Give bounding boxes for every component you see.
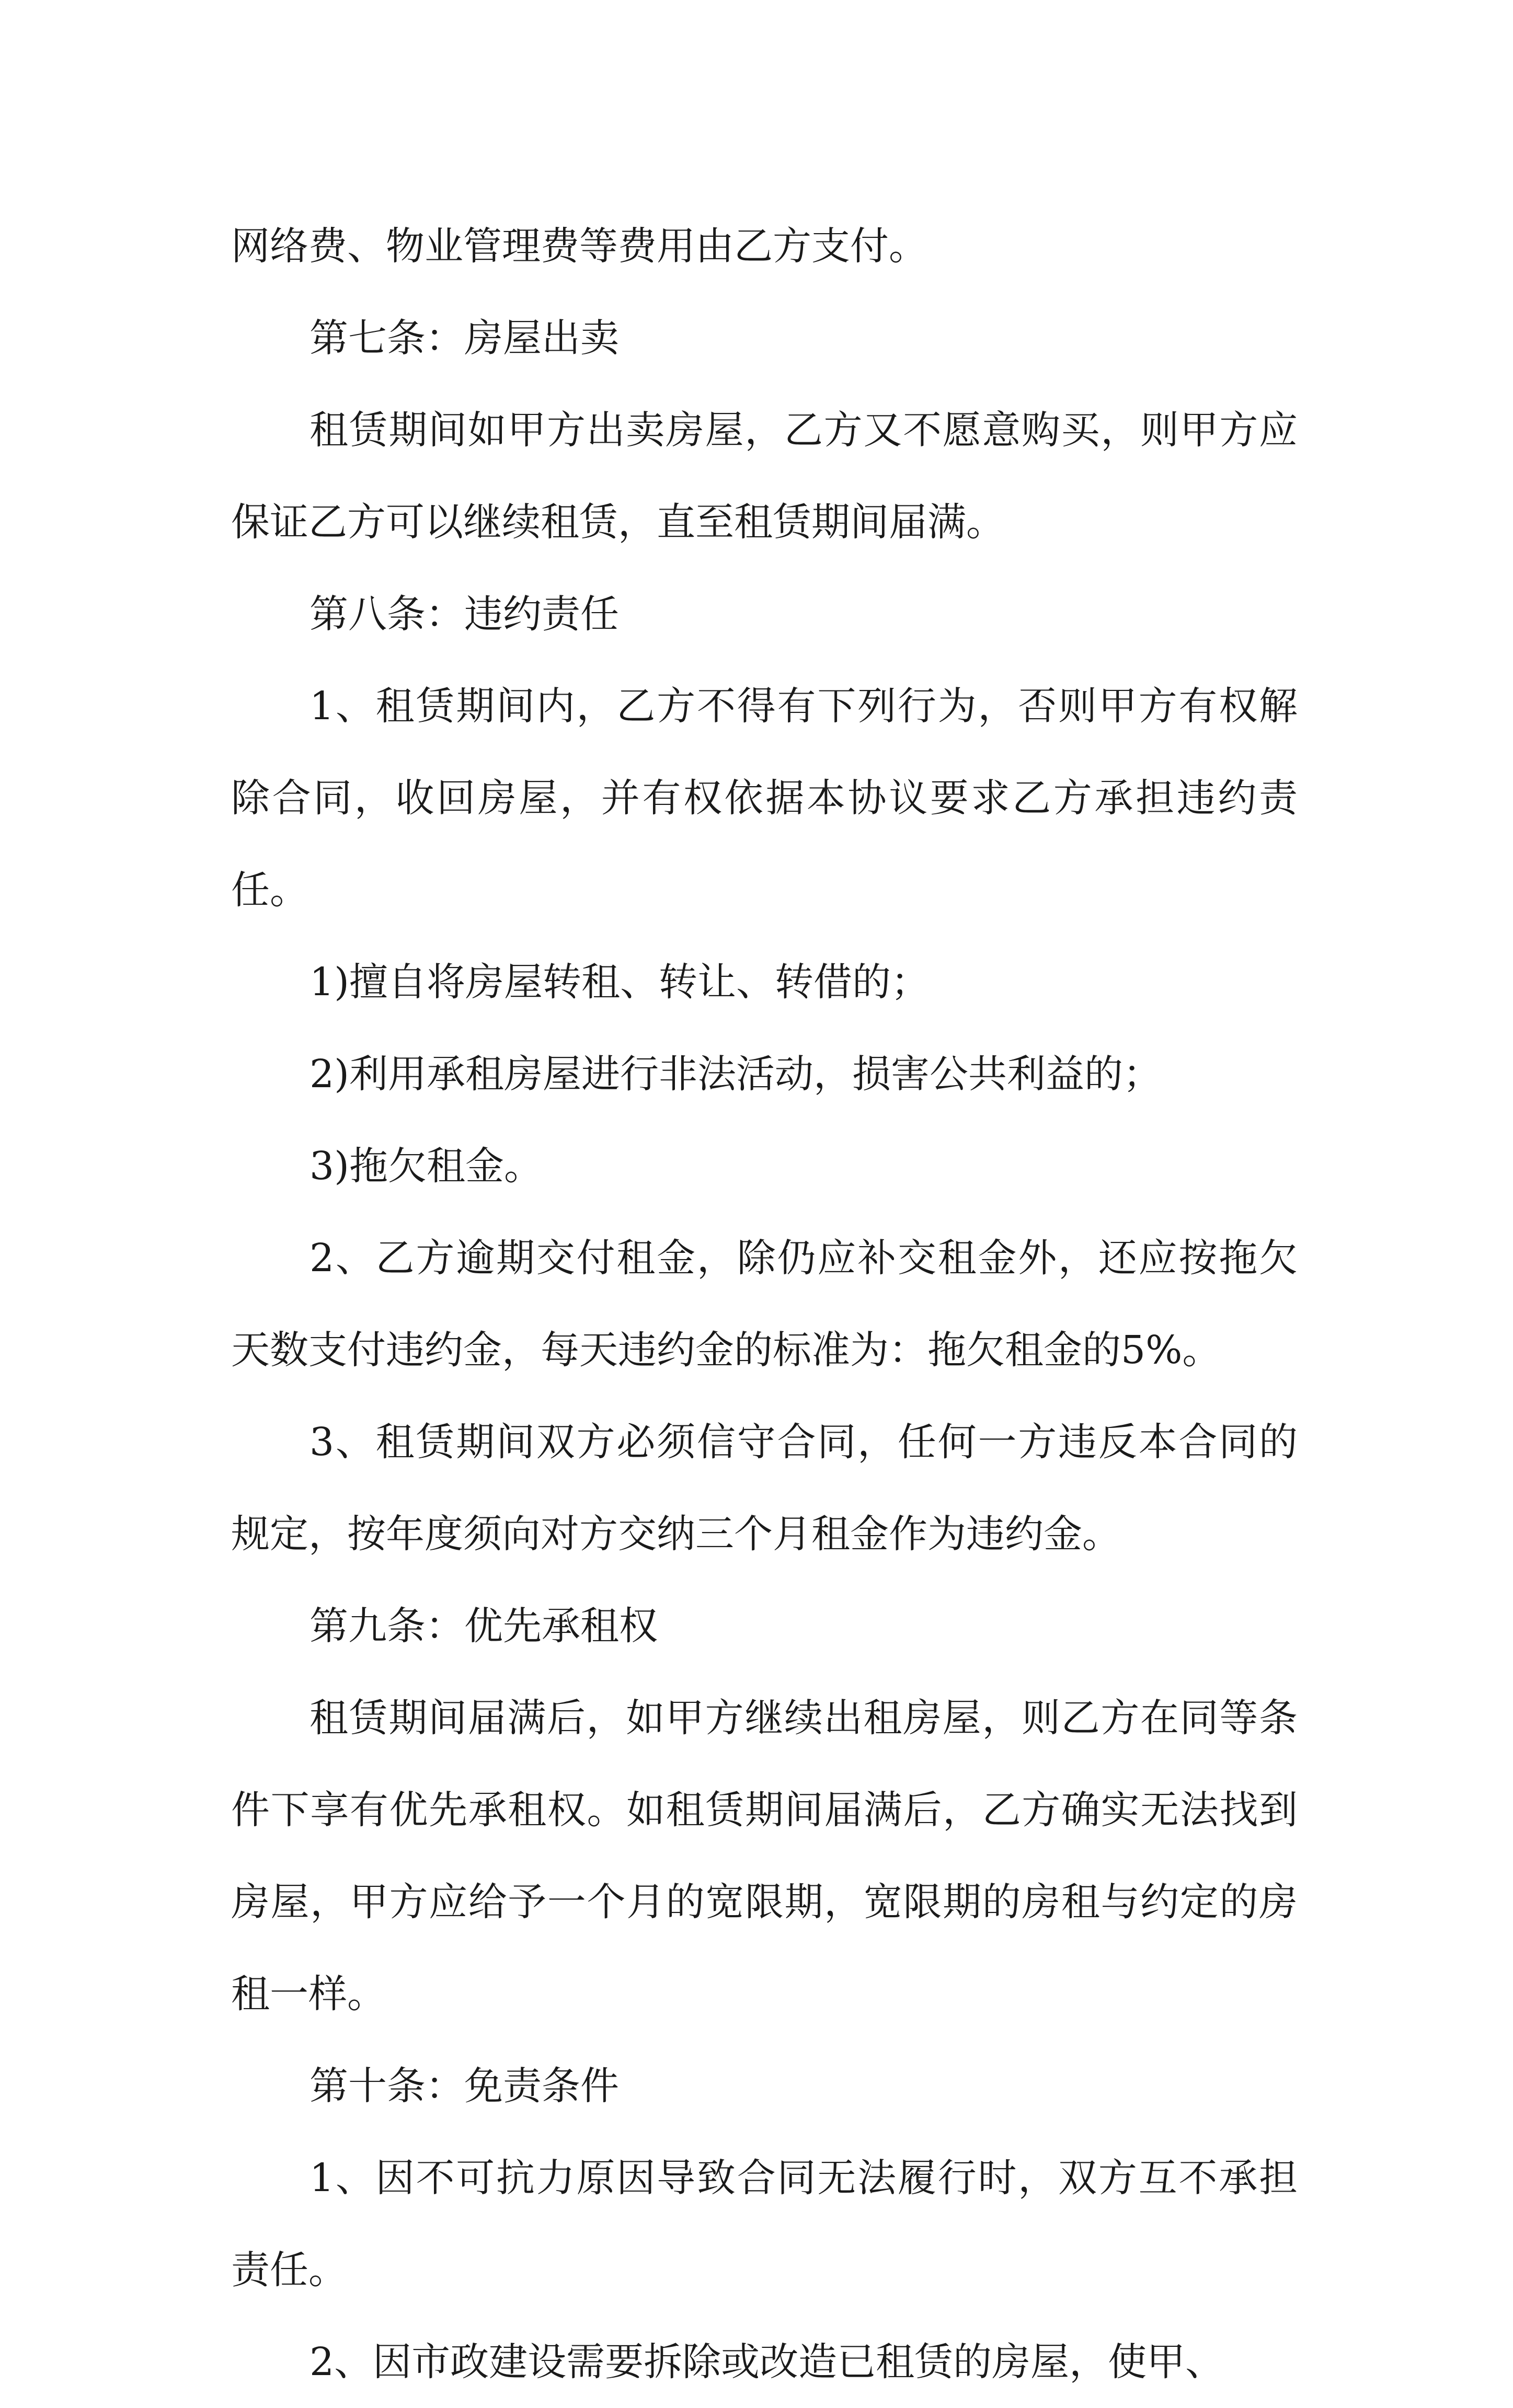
heading-article-9: 第九条：优先承租权	[310, 1604, 658, 1649]
paragraph-article-8-item-2: 2、乙方逾期交付租金，除仍应补交租金外，还应按拖欠天数支付违约金，每天违约金的标准为：拖欠租金的5%。	[231, 1236, 1298, 1373]
heading-article-8: 第八条：违约责任	[310, 592, 619, 637]
heading-article-7: 第七条：房屋出卖	[310, 316, 619, 361]
paragraph-article-9: 租赁期间届满后，如甲方继续出租房屋，则乙方在同等条件下享有优先承租权。如租赁期间届满后，乙方确实无法找到房屋，甲方应给予一个月的宽限期，宽限期的房租与约定的房租一样。	[231, 1696, 1298, 2017]
paragraph-article-7: 租赁期间如甲方出卖房屋，乙方又不愿意购买，则甲方应保证乙方可以继续租赁，直至租赁期间届满。	[231, 408, 1298, 545]
document-body	[231, 200, 1298, 2408]
heading-article-10: 第十条：免责条件	[310, 2064, 619, 2109]
paragraph-article-10-item-1: 1、因不可抗力原因导致合同无法履行时，双方互不承担责任。	[231, 2156, 1298, 2292]
paragraph-article-8-subitem-2: 2)利用承租房屋进行非法活动，损害公共利益的；	[310, 1052, 1162, 1097]
paragraph-article-8-subitem-3: 3)拖欠租金。	[310, 1144, 543, 1189]
paragraph-article-8-item-3: 3、租赁期间双方必须信守合同，任何一方违反本合同的规定，按年度须向对方交纳三个月租金作为违约金。	[231, 1420, 1298, 1557]
paragraph-article-10-item-2: 2、因市政建设需要拆除或改造已租赁的房屋，使甲、	[310, 2340, 1224, 2384]
paragraph-article-8-item-1: 1、租赁期间内，乙方不得有下列行为，否则甲方有权解除合同，收回房屋，并有权依据本协议要求乙方承担违约责任。	[231, 684, 1298, 913]
paragraph-fee-continuation: 网络费、物业管理费等费用由乙方支付。	[231, 224, 927, 269]
paragraph-article-8-subitem-1: 1)擅自将房屋转租、转让、转借的；	[310, 960, 930, 1005]
